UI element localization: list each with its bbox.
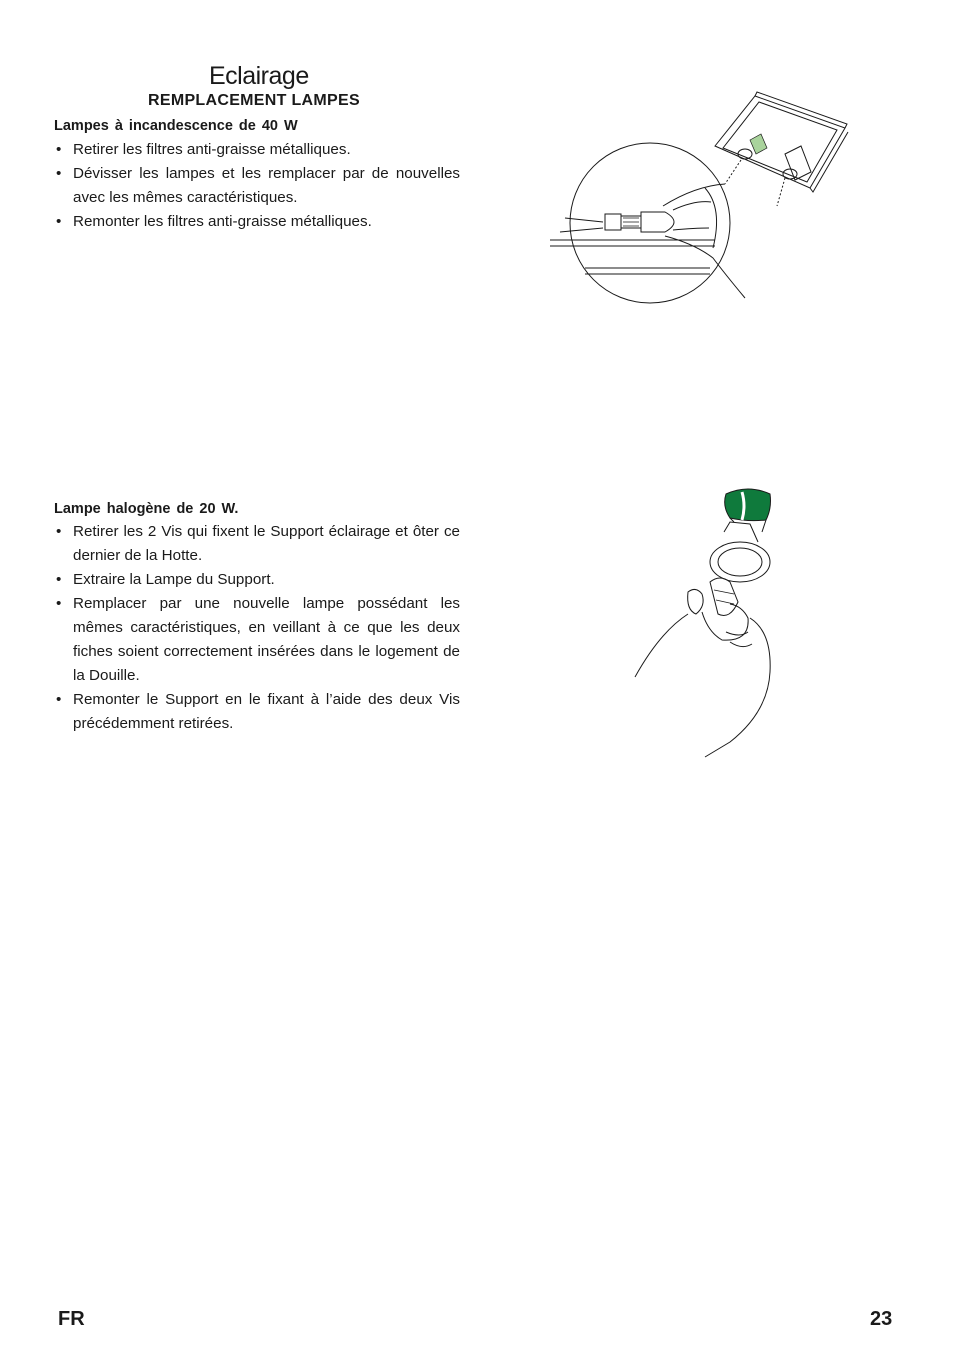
list-item-text: Retirer les 2 Vis qui fixent le Support éclairage et ôter ce dernier de la Hotte.: [73, 523, 460, 564]
bullet-icon: •: [56, 595, 62, 612]
list-item-text: Remplacer par une nouvelle lampe possédant les mêmes caractéristiques, en veillant à ce que les deux fiches soient correctement insérées dans le logement de la Douille.: [73, 595, 460, 684]
list-item-text: Remonter les filtres anti-graisse métalliques.: [73, 213, 372, 230]
list-item: [54, 592, 460, 688]
list-item-text: Remonter le Support en le fixant à l’aide des deux Vis précédemment retirées.: [73, 691, 460, 732]
bullet-icon: •: [56, 213, 62, 230]
list-item: [54, 688, 460, 736]
bullet-icon: •: [56, 523, 62, 540]
section-incandescent-list: [54, 138, 460, 234]
section-halogen-heading: Lampe halogène de 20 W.: [54, 501, 239, 517]
list-item-text: Dévisser les lampes et les remplacer par de nouvelles avec les mêmes caractéristiques.: [73, 165, 460, 206]
list-item: [54, 568, 460, 592]
bullet-icon: •: [56, 571, 62, 588]
footer-language: FR: [58, 1308, 85, 1330]
bullet-icon: •: [56, 165, 62, 182]
list-item: [54, 520, 460, 568]
bullet-icon: •: [56, 141, 62, 158]
page-subtitle: REMPLACEMENT LAMPES: [148, 92, 360, 109]
list-item-text: Extraire la Lampe du Support.: [73, 571, 275, 588]
list-item: [54, 162, 460, 210]
incandescent-lamp-illustration: [545, 88, 850, 313]
bullet-icon: •: [56, 691, 62, 708]
list-item: [54, 210, 460, 234]
halogen-lamp-illustration: [630, 482, 780, 762]
page-title: Eclairage: [209, 62, 309, 90]
section-incandescent-heading: Lampes à incandescence de 40 W: [54, 118, 298, 134]
footer-page-number: 23: [870, 1308, 893, 1330]
list-item-text: Retirer les filtres anti-graisse métalliques.: [73, 141, 351, 158]
section-halogen-list: [54, 520, 460, 736]
list-item: [54, 138, 460, 162]
